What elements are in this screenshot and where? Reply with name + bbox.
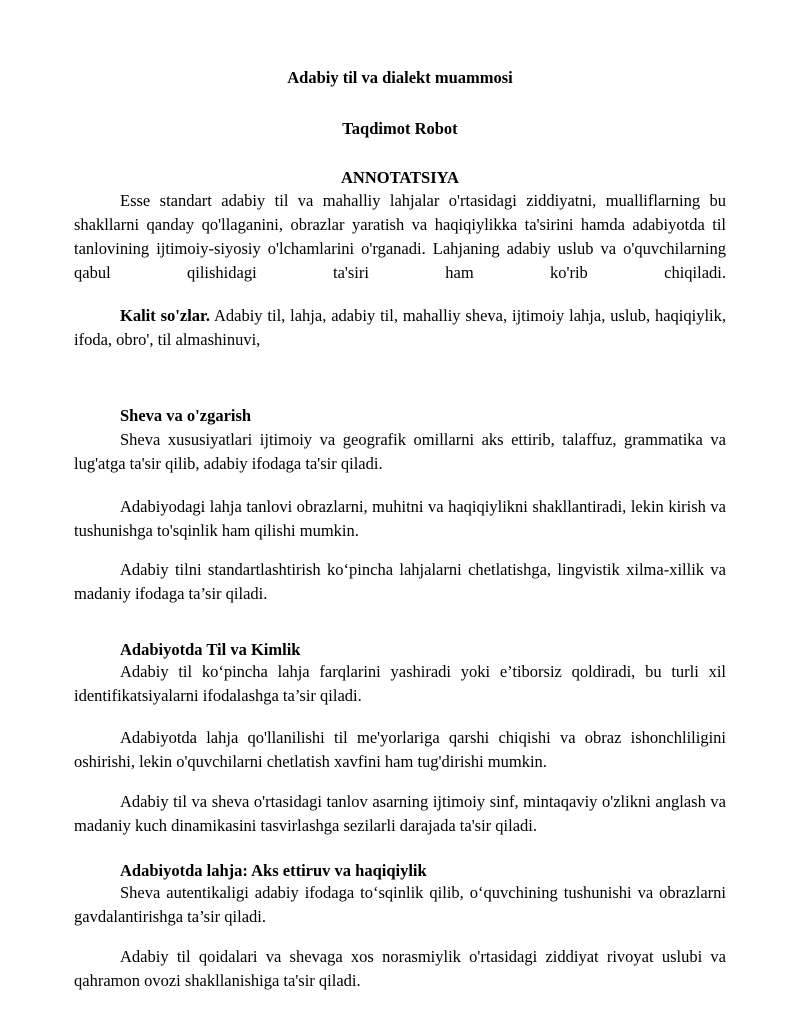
keywords-label: Kalit so'zlar. [120, 306, 210, 325]
document-author: Taqdimot Robot [342, 119, 458, 138]
section-heading: Adabiyotda Til va Kimlik [120, 640, 301, 659]
section-paragraph: Adabiy til va sheva o'rtasidagi tanlov asarning ijtimoiy sinf, mintaqaviy o'zlikni anglash va madaniy kuch dinamikasini tasvirlashga sezilarli darajada ta'sir qiladi. [74, 792, 726, 835]
section-paragraph: Adabiy tilni standartlashtirish ko‘pincha lahjalarni chetlatishga, lingvistik xilma-xillik va madaniy ifodaga ta’sir qiladi. [74, 560, 726, 603]
section-heading: Adabiyotda lahja: Aks ettiruv va haqiqiylik [120, 861, 427, 880]
section-paragraph: Adabiy til ko‘pincha lahja farqlarini yashiradi yoki e’tiborsiz qoldiradi, bu turli xil identifikatsiyalarni ifodalashga ta’sir qiladi. [74, 662, 726, 705]
keywords-paragraph [74, 304, 726, 352]
keywords-text: Adabiy til, lahja, adabiy til, mahalliy sheva, ijtimoiy lahja, uslub, haqiqiylik, ifoda, obro', til almashinuvi, [74, 306, 726, 349]
section-paragraph: Adabiyodagi lahja tanlovi obrazlarni, muhitni va haqiqiylikni shakllantiradi, lekin kirish va tushunishga to'sqinlik ham qilishi mumkin. [74, 497, 726, 540]
section-heading: Sheva va o'zgarish [120, 406, 252, 425]
section-paragraph: Adabiy til qoidalari va shevaga xos norasmiylik o'rtasidagi ziddiyat rivoyat uslubi va qahramon ovozi shakllanishiga ta'sir qiladi. [74, 947, 726, 990]
annotation-heading: ANNOTATSIYA [341, 168, 459, 187]
section-paragraph: Sheva autentikaligi adabiy ifodaga to‘sqinlik qilib, o‘quvchining tushunishi va obrazlarni gavdalantirishga ta’sir qiladi. [74, 883, 726, 926]
section-paragraph: Adabiyotda lahja qo'llanilishi til me'yorlariga qarshi chiqishi va obraz ishonchliligini oshirishi, lekin o'quvchilarni chetlatish xavfini ham tug'dirishi mumkin. [74, 728, 726, 771]
annotation-paragraph: Esse standart adabiy til va mahalliy lahjalar o'rtasidagi ziddiyatni, mualliflarning bu shakllarni qanday qo'llaganini, obrazlar yaratish va haqiqiylikka ta'sirini hamda adabiyotda til tanlovining ijtimoiy-siyosiy o'lchamlarini o'rganadi. Lahjaning adabiy uslub va o'quvchilarning qabul qilishidagi ta'siri ham ko'rib chiqiladi. [74, 191, 726, 282]
document-title: Adabiy til va dialekt muammosi [287, 68, 513, 87]
section-paragraph: Sheva xususiyatlari ijtimoiy va geografik omillarni aks ettirib, talaffuz, grammatika va lug'atga ta'sir qilib, adabiy ifodaga ta'sir qiladi. [74, 430, 726, 473]
